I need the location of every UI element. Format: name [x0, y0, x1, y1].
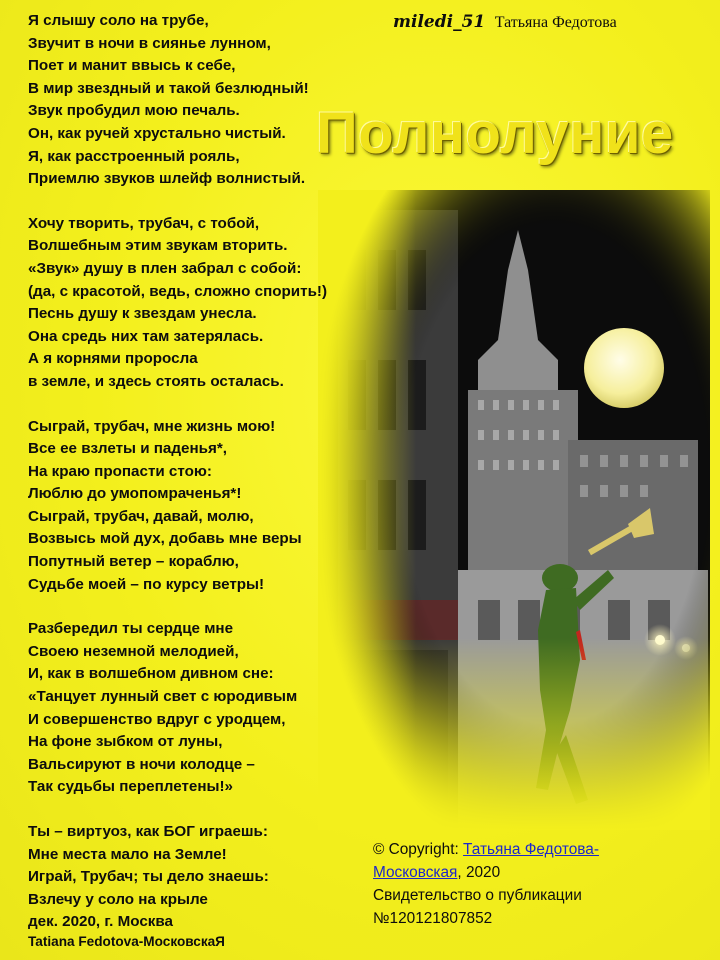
poem-line: Приемлю звуков шлейф волнистый. [28, 170, 306, 188]
poem-line: Судьбе моей – по курсу ветры! [28, 575, 265, 593]
certificate-label: Свидетельство о публикации [373, 887, 582, 904]
copyright-line [373, 838, 673, 861]
poem-line: Песнь душу к звездам унесла. [28, 305, 257, 323]
signature: Tatiana Fedotova-МосковскаЯ [28, 934, 225, 949]
poem-stanza [28, 618, 358, 799]
poem-line: Звук пробудил мою печаль. [28, 102, 240, 120]
poem-line: И, как в волшебном дивном сне: [28, 665, 274, 683]
poem-line: И совершенство вдруг с уродцем, [28, 710, 286, 728]
poem-line: Она средь них там затерялась. [28, 327, 264, 345]
poem-line: Взлечу у соло на крыле [28, 890, 208, 908]
night-city-trumpeter-photo [318, 190, 710, 830]
poem-line: Вальсируют в ночи колодце – [28, 755, 255, 773]
poem-line: Сыграй, трубач, мне жизнь мою! [28, 417, 276, 435]
poem-line: Ты – виртуоз, как БОГ играешь: [28, 823, 268, 840]
poem-stanza [28, 416, 358, 597]
copyright-prefix: © Copyright: [373, 841, 464, 858]
poem-line: Я, как расстроенный рояль, [28, 147, 240, 165]
poem-line: Он, как ручей хрустально чистый. [28, 124, 286, 142]
copyright-line-2 [373, 861, 673, 884]
author-link-continued[interactable]: Московская [373, 864, 458, 881]
poem-line: В мир звездный и такой безлюдный! [28, 79, 309, 97]
poem-line: Люблю до умопомраченья*! [28, 485, 242, 503]
poem-line: Так судьбы переплетены!» [28, 778, 233, 796]
poem-line: А я корнями проросла [28, 350, 198, 368]
poem-line: На фоне зыбком от луны, [28, 733, 223, 751]
poem-line: Волшебным этим звукам вторить. [28, 237, 288, 255]
author-name: Татьяна Федотова [494, 14, 617, 31]
poem-line: Я слышу соло на трубе, [28, 12, 209, 29]
poem-line: Разбередил ты сердце мне [28, 620, 234, 638]
poem-line: Своею неземной мелодией, [28, 642, 239, 660]
poem-line: Мне места мало на Земле! [28, 845, 227, 863]
poem-line: Сыграй, трубач, давай, молю, [28, 507, 254, 525]
poem-line: Попутный ветер – кораблю, [28, 553, 239, 571]
poem-title: Полнолуние [316, 101, 674, 166]
poem-line: На краю пропасти стою: [28, 462, 212, 480]
poem-line: (да, с красотой, ведь, сложно спорить!) [28, 282, 328, 300]
author-link[interactable]: Татьяна Федотова- [463, 841, 599, 858]
author-header [393, 12, 617, 32]
poem-stanza [28, 10, 358, 191]
copyright-year: , 2020 [457, 864, 501, 881]
poem-stanza [28, 821, 358, 934]
poem-text [28, 10, 358, 956]
poem-stanza [28, 213, 358, 394]
poem-line: Играй, Трубач; ты дело знаешь: [28, 868, 269, 886]
poem-line: «Звук» душу в плен забрал с собой: [28, 259, 302, 277]
poem-line: «Танцует лунный свет с юродивым [28, 688, 298, 706]
poem-line: в земле, и здесь стоять осталась. [28, 372, 284, 390]
copyright-block [373, 838, 673, 930]
poem-line: дек. 2020, г. Москва [28, 913, 173, 931]
poem-line: Поет и манит ввысь к себе, [28, 57, 236, 75]
author-nickname: miledi_51 [393, 12, 486, 32]
certificate-number: №120121807852 [373, 910, 493, 927]
poem-line: Все ее взлеты и паденья*, [28, 440, 227, 458]
poem-line: Возвысь мой дух, добавь мне веры [28, 530, 302, 548]
poem-line: Хочу творить, трубач, с тобой, [28, 214, 260, 232]
poem-line: Звучит в ночи в сиянье лунном, [28, 34, 271, 52]
